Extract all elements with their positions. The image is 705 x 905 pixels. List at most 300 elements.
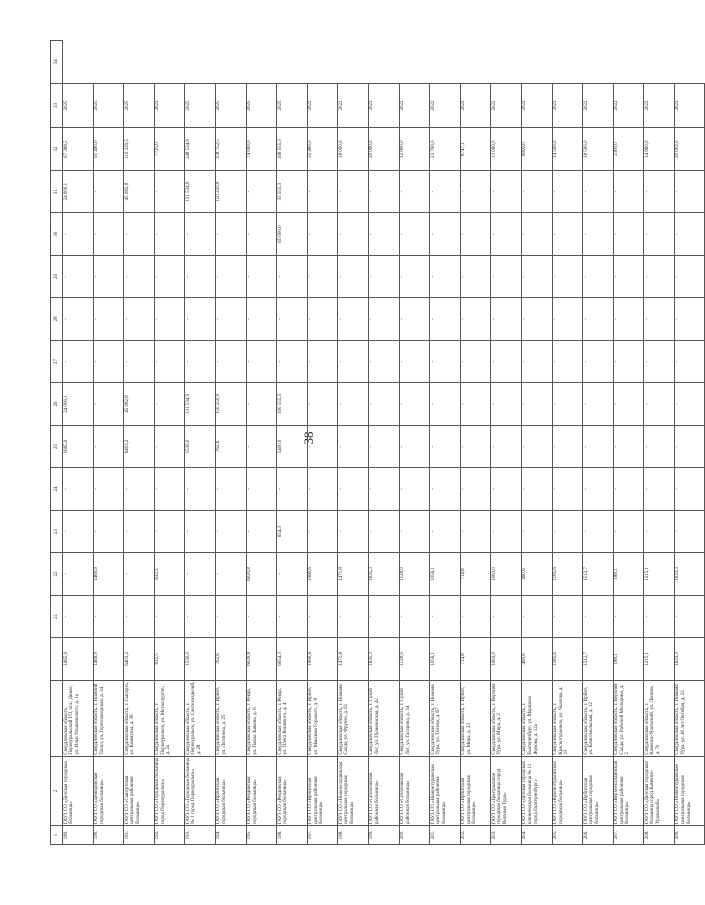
row-number-cell: 209. bbox=[674, 826, 705, 845]
table-row bbox=[399, 41, 430, 845]
value-cell: - bbox=[460, 510, 491, 552]
value-cell: - bbox=[399, 510, 430, 552]
value-cell: 1128,9 bbox=[399, 553, 430, 595]
row-number-cell: 207. bbox=[613, 826, 644, 845]
value-cell: - bbox=[552, 298, 583, 340]
facility-name-cell: ГАУЗ СО «Центральная городская больница город Верхняя Тура» bbox=[491, 756, 522, 825]
value-cell: - bbox=[491, 468, 522, 510]
value-cell: - bbox=[583, 425, 614, 467]
value-cell: - bbox=[93, 255, 124, 297]
value-cell: 14 860,0 bbox=[644, 128, 675, 170]
value-cell: - bbox=[124, 468, 155, 510]
facility-address-cell: Свердловская область, г. Верхняя Тура, ул. Мира, д. 2 bbox=[491, 680, 522, 756]
value-cell: - bbox=[583, 468, 614, 510]
value-cell: - bbox=[63, 298, 94, 340]
value-cell: 714,8 bbox=[460, 553, 491, 595]
value-cell: - bbox=[430, 595, 461, 637]
table-row bbox=[154, 41, 185, 845]
column-header: 29 bbox=[51, 255, 63, 297]
value-cell: - bbox=[521, 595, 552, 637]
value-cell: - bbox=[246, 383, 277, 425]
value-cell: - bbox=[552, 340, 583, 382]
column-header: 1 bbox=[51, 826, 63, 845]
value-cell: - bbox=[521, 510, 552, 552]
value-cell: - bbox=[399, 170, 430, 212]
value-cell: 654,3 bbox=[277, 510, 308, 552]
value-cell: 2300,0 bbox=[613, 128, 644, 170]
column-header: 31 bbox=[51, 170, 63, 212]
row-number-cell: 200. bbox=[399, 826, 430, 845]
value-cell: 2025 bbox=[63, 83, 94, 128]
value-cell: 490,6 bbox=[521, 553, 552, 595]
value-cell: - bbox=[430, 213, 461, 255]
value-cell: - bbox=[399, 340, 430, 382]
value-cell: - bbox=[124, 595, 155, 637]
value-cell: - bbox=[277, 340, 308, 382]
value-cell: - bbox=[185, 340, 216, 382]
facility-address-cell: Свердловская область, г. Первоуральск, ул. Сантехизделий, д. 28 bbox=[185, 680, 216, 756]
facilities-table bbox=[50, 40, 705, 845]
value-cell: - bbox=[277, 255, 308, 297]
value-cell: 2022 bbox=[430, 83, 461, 128]
facility-address-cell: Свердловская область, г. Каменск-Уральский, ул. Ленина, д. 70 bbox=[644, 680, 675, 756]
value-cell: - bbox=[154, 298, 185, 340]
facility-address-cell: Свердловская область, г. Сухой Лог, ул. Гагарина, д. 34 bbox=[399, 680, 430, 756]
value-cell: 2022 bbox=[460, 83, 491, 128]
value-cell: - bbox=[644, 340, 675, 382]
value-cell: - bbox=[63, 468, 94, 510]
value-cell: - bbox=[307, 383, 338, 425]
value-cell: - bbox=[644, 255, 675, 297]
facility-name-cell: ГАУЗ СО «Сысертская центральная районная больница» bbox=[124, 756, 155, 825]
value-cell: - bbox=[521, 255, 552, 297]
value-cell: - bbox=[338, 340, 369, 382]
value-cell: - bbox=[338, 425, 369, 467]
value-cell: - bbox=[644, 170, 675, 212]
value-cell: - bbox=[613, 383, 644, 425]
value-cell: 35 555,3 bbox=[277, 170, 308, 212]
value-cell: - bbox=[154, 170, 185, 212]
value-cell: 1056,1 bbox=[430, 638, 461, 680]
value-cell: - bbox=[674, 255, 705, 297]
value-cell: - bbox=[674, 510, 705, 552]
value-cell: - bbox=[644, 510, 675, 552]
value-cell: - bbox=[491, 425, 522, 467]
value-cell: - bbox=[185, 595, 216, 637]
value-cell: - bbox=[246, 213, 277, 255]
value-cell: 74 000,0 bbox=[246, 128, 277, 170]
value-cell: - bbox=[93, 510, 124, 552]
value-cell: - bbox=[338, 595, 369, 637]
table-row bbox=[613, 41, 644, 845]
value-cell: - bbox=[399, 298, 430, 340]
value-cell: 1185,6 bbox=[552, 553, 583, 595]
value-cell: 168 555,3 bbox=[277, 128, 308, 170]
value-cell: - bbox=[124, 298, 155, 340]
column-header: 30 bbox=[51, 213, 63, 255]
value-cell: - bbox=[215, 255, 246, 297]
value-cell: - bbox=[93, 340, 124, 382]
value-cell: 1960,6 bbox=[307, 553, 338, 595]
value-cell: 20 000,0 bbox=[368, 128, 399, 170]
value-cell: - bbox=[124, 340, 155, 382]
facility-address-cell: Свердловская область, г. Ирбит, ул. Мира, д. 23 bbox=[460, 680, 491, 756]
value-cell: - bbox=[460, 213, 491, 255]
value-cell: 2022 bbox=[521, 83, 552, 128]
value-cell: - bbox=[154, 510, 185, 552]
table-row bbox=[215, 41, 246, 845]
value-cell: 2025 bbox=[93, 83, 124, 128]
value-cell: 632,5 bbox=[154, 638, 185, 680]
value-cell: - bbox=[215, 553, 246, 595]
facility-name-cell: ГАУЗ СО «Верхнесалдинская центральная районная больница» bbox=[613, 756, 644, 825]
value-cell: 2022 bbox=[583, 83, 614, 128]
value-cell: 67 388,5 bbox=[63, 128, 94, 170]
table-row bbox=[674, 41, 705, 845]
row-number-cell: 195. bbox=[246, 826, 277, 845]
value-cell: - bbox=[460, 298, 491, 340]
value-cell: - bbox=[277, 595, 308, 637]
column-header: 2 bbox=[51, 756, 63, 825]
row-number-cell: 196. bbox=[277, 826, 308, 845]
value-cell: - bbox=[124, 213, 155, 255]
value-cell: 13 000,0 bbox=[491, 128, 522, 170]
column-header: 23 bbox=[51, 510, 63, 552]
value-cell: - bbox=[491, 510, 522, 552]
value-cell: 2022 bbox=[338, 83, 369, 128]
value-cell: - bbox=[93, 595, 124, 637]
value-cell: 1215,1 bbox=[644, 638, 675, 680]
value-cell: - bbox=[93, 170, 124, 212]
value-cell: - bbox=[583, 213, 614, 255]
value-cell: - bbox=[644, 425, 675, 467]
table-row bbox=[246, 41, 277, 845]
table-row bbox=[430, 41, 461, 845]
value-cell: 1128,9 bbox=[399, 638, 430, 680]
facility-address-cell: Свердловская область, г. Сухой Лог, ул. Пушкинская, д. 42 bbox=[368, 680, 399, 756]
row-number-cell: 193. bbox=[185, 826, 216, 845]
row-number-cell: 204. bbox=[521, 826, 552, 845]
facility-address-cell: Свердловская область, г. Сысерть, ул. Коммуны, д. 36 bbox=[124, 680, 155, 756]
row-number-cell: 189. bbox=[63, 826, 94, 845]
value-cell: - bbox=[307, 510, 338, 552]
value-cell: - bbox=[307, 213, 338, 255]
value-cell: - bbox=[583, 298, 614, 340]
value-cell: - bbox=[215, 298, 246, 340]
value-cell: - bbox=[93, 425, 124, 467]
value-cell: - bbox=[399, 595, 430, 637]
value-cell: 32 400,0 bbox=[307, 128, 338, 170]
value-cell: - bbox=[399, 255, 430, 297]
value-cell: 5400,0 bbox=[277, 425, 308, 467]
value-cell: - bbox=[185, 213, 216, 255]
value-cell: 762,6 bbox=[215, 425, 246, 467]
value-cell: - bbox=[644, 298, 675, 340]
value-cell: - bbox=[246, 468, 277, 510]
value-cell: - bbox=[552, 383, 583, 425]
value-cell: - bbox=[338, 510, 369, 552]
value-cell: - bbox=[460, 340, 491, 382]
column-header: 28 bbox=[51, 298, 63, 340]
table-row bbox=[277, 41, 308, 845]
value-cell: 188,1 bbox=[613, 553, 644, 595]
value-cell: - bbox=[246, 340, 277, 382]
table-row bbox=[521, 41, 552, 845]
value-cell: - bbox=[552, 510, 583, 552]
value-cell: - bbox=[246, 255, 277, 297]
value-cell: - bbox=[338, 213, 369, 255]
row-number-cell: 199. bbox=[368, 826, 399, 845]
value-cell: - bbox=[307, 340, 338, 382]
value-cell: - bbox=[246, 595, 277, 637]
row-number-cell: 194. bbox=[215, 826, 246, 845]
value-cell: 148 534,9 bbox=[185, 128, 216, 170]
value-cell: 2022 bbox=[399, 83, 430, 128]
row-number-cell: 197. bbox=[307, 826, 338, 845]
value-cell: 1185,6 bbox=[552, 638, 583, 680]
value-cell: - bbox=[552, 468, 583, 510]
value-cell: - bbox=[644, 595, 675, 637]
column-header: 32 bbox=[51, 128, 63, 170]
column-header: 27 bbox=[51, 340, 63, 382]
facility-address-cell: Свердловская область, г. Краснотурьинск, ул. Чкалова, д. 23 bbox=[552, 680, 583, 756]
facility-name-cell: ГАУЗ СО «Ирбитская городская больница» bbox=[215, 756, 246, 825]
value-cell: 14 500,0 bbox=[552, 128, 583, 170]
value-cell: - bbox=[277, 298, 308, 340]
facility-name-cell: ГАУЗ СО «Городская больница № 1 город Первоуральск» bbox=[185, 756, 216, 825]
value-cell: - bbox=[307, 595, 338, 637]
value-cell: - bbox=[583, 383, 614, 425]
value-cell: 1635,3 bbox=[368, 553, 399, 595]
value-cell: 45 082,8 bbox=[124, 383, 155, 425]
facility-address-cell: Свердловская область, г. Верхняя Салда, ул. Рабочей Молодежи, д. 2 bbox=[613, 680, 644, 756]
value-cell: 1215,1 bbox=[644, 553, 675, 595]
value-cell: 1530,0 bbox=[185, 425, 216, 467]
value-cell: - bbox=[154, 340, 185, 382]
value-cell: - bbox=[552, 425, 583, 467]
value-cell: - bbox=[368, 298, 399, 340]
facility-address-cell: Свердловская область, г. Нижний Тагил, ул. Горнозаводская, д. 34 bbox=[93, 680, 124, 756]
value-cell: - bbox=[154, 595, 185, 637]
value-cell: 2025 bbox=[246, 83, 277, 128]
value-cell: - bbox=[154, 468, 185, 510]
value-cell: - bbox=[430, 255, 461, 297]
value-cell: - bbox=[277, 468, 308, 510]
facility-address-cell: Свердловская область, г. Ирбит, ул. Максима Горького, д. 8 bbox=[307, 680, 338, 756]
value-cell: 2022 bbox=[307, 83, 338, 128]
row-number-cell: 202. bbox=[460, 826, 491, 845]
value-cell: - bbox=[63, 510, 94, 552]
value-cell: - bbox=[521, 213, 552, 255]
value-cell: 91 490,0 bbox=[93, 128, 124, 170]
value-cell: - bbox=[307, 298, 338, 340]
value-cell: - bbox=[154, 383, 185, 425]
value-cell: - bbox=[460, 383, 491, 425]
value-cell: - bbox=[124, 510, 155, 552]
value-cell: - bbox=[552, 595, 583, 637]
facility-name-cell: ГАУЗ СО «Ирбитская центральная районная больница» bbox=[307, 756, 338, 825]
value-cell: - bbox=[399, 383, 430, 425]
value-cell: - bbox=[613, 298, 644, 340]
column-header: 33 bbox=[51, 83, 63, 128]
value-cell: - bbox=[368, 595, 399, 637]
row-number-cell: 191. bbox=[124, 826, 155, 845]
table-row bbox=[307, 41, 338, 845]
value-cell: 2022 bbox=[613, 83, 644, 128]
value-cell: - bbox=[399, 425, 430, 467]
value-cell: 158 752,5 bbox=[215, 128, 246, 170]
value-cell: 24 000,1 bbox=[63, 170, 94, 212]
table-row bbox=[644, 41, 675, 845]
value-cell: 2025 bbox=[277, 83, 308, 128]
table-row bbox=[63, 41, 94, 845]
value-cell: 24 000,1 bbox=[63, 383, 94, 425]
value-cell: - bbox=[583, 340, 614, 382]
row-number-cell: 208. bbox=[644, 826, 675, 845]
value-cell: - bbox=[63, 213, 94, 255]
value-cell: - bbox=[368, 255, 399, 297]
value-cell: 18 500,0 bbox=[583, 128, 614, 170]
value-cell: - bbox=[215, 213, 246, 255]
value-cell: - bbox=[613, 213, 644, 255]
facility-name-cell: ГАУЗ СО «Нижнетуринская центральная городская больница» bbox=[674, 756, 705, 825]
value-cell: 1063,0 bbox=[491, 553, 522, 595]
column-header bbox=[51, 638, 63, 680]
value-cell: - bbox=[583, 255, 614, 297]
value-cell: - bbox=[674, 170, 705, 212]
value-cell: - bbox=[93, 383, 124, 425]
value-cell: - bbox=[674, 383, 705, 425]
value-cell: - bbox=[185, 298, 216, 340]
value-cell: - bbox=[552, 170, 583, 212]
value-cell: - bbox=[613, 510, 644, 552]
column-header: 22 bbox=[51, 553, 63, 595]
value-cell: - bbox=[613, 595, 644, 637]
value-cell: - bbox=[430, 468, 461, 510]
value-cell: - bbox=[185, 255, 216, 297]
table-row bbox=[368, 41, 399, 845]
row-number-cell: 190. bbox=[93, 826, 124, 845]
value-cell: - bbox=[368, 510, 399, 552]
value-cell: - bbox=[246, 425, 277, 467]
value-cell: - bbox=[430, 298, 461, 340]
value-cell: 762,6 bbox=[215, 638, 246, 680]
value-cell: - bbox=[521, 425, 552, 467]
value-cell: 2025 bbox=[124, 83, 155, 128]
value-cell: - bbox=[93, 298, 124, 340]
value-cell: - bbox=[215, 595, 246, 637]
value-cell: - bbox=[521, 383, 552, 425]
value-cell: - bbox=[460, 468, 491, 510]
value-cell: - bbox=[521, 468, 552, 510]
value-cell: 131 534,9 bbox=[185, 383, 216, 425]
value-cell: 2022 bbox=[674, 83, 705, 128]
facility-name-cell: ГАУЗ СО «Детская городская клиническая больница № 11 город Екатеринбург» bbox=[521, 756, 552, 825]
value-cell: - bbox=[644, 468, 675, 510]
facility-name-cell: ГАУЗ СО «Нижнесалдинская центральная городская больница» bbox=[338, 756, 369, 825]
value-cell: 1635,3 bbox=[368, 638, 399, 680]
value-cell: - bbox=[460, 595, 491, 637]
column-header: 25 bbox=[51, 425, 63, 467]
value-cell: 1512,7 bbox=[583, 638, 614, 680]
value-cell: - bbox=[521, 340, 552, 382]
value-cell: - bbox=[368, 170, 399, 212]
column-header: 34 bbox=[51, 41, 63, 84]
value-cell: - bbox=[93, 468, 124, 510]
facility-name-cell: ГАУЗ СО «Детская городская больница» bbox=[63, 756, 94, 825]
facility-address-cell: Свердловская область, Первоуральский ГО, пос. Динас, ул. Ильи Ульяновского, д. 1а bbox=[63, 680, 94, 756]
value-cell: 2025 bbox=[185, 83, 216, 128]
value-cell: - bbox=[430, 340, 461, 382]
value-cell: - bbox=[613, 255, 644, 297]
facility-address-cell: Свердловская область, г. Нижняя Тура, ул. Титова, д. 67 bbox=[430, 680, 461, 756]
value-cell: - bbox=[430, 170, 461, 212]
value-cell: 6054,3 bbox=[277, 638, 308, 680]
value-cell: 100 555,3 bbox=[277, 383, 308, 425]
page-number: 38 bbox=[301, 431, 316, 445]
value-cell: - bbox=[491, 170, 522, 212]
value-cell: - bbox=[368, 213, 399, 255]
value-cell: 1471,8 bbox=[338, 638, 369, 680]
row-number-cell: 203. bbox=[491, 826, 522, 845]
value-cell: - bbox=[63, 595, 94, 637]
table-row bbox=[93, 41, 124, 845]
table-row bbox=[338, 41, 369, 845]
value-cell: 714,8 bbox=[460, 638, 491, 680]
value-cell: - bbox=[368, 340, 399, 382]
value-cell: - bbox=[63, 255, 94, 297]
value-cell: 1530,0 bbox=[185, 638, 216, 680]
value-cell: - bbox=[430, 425, 461, 467]
value-cell: 6403,2 bbox=[124, 425, 155, 467]
value-cell: - bbox=[154, 425, 185, 467]
value-cell: 2022 bbox=[552, 83, 583, 128]
table-row bbox=[552, 41, 583, 845]
value-cell: - bbox=[430, 383, 461, 425]
value-cell: - bbox=[399, 468, 430, 510]
value-cell: 8747,1 bbox=[460, 128, 491, 170]
column-header bbox=[51, 680, 63, 756]
value-cell: 1056,1 bbox=[430, 553, 461, 595]
value-cell: - bbox=[93, 213, 124, 255]
value-cell: - bbox=[491, 213, 522, 255]
value-cell: - bbox=[644, 383, 675, 425]
value-cell: - bbox=[491, 298, 522, 340]
value-cell: - bbox=[63, 553, 94, 595]
value-cell: 45 082,8 bbox=[124, 170, 155, 212]
facility-address-cell: Свердловская область, г. Ирбит, ул. Логинова, д. 25 bbox=[215, 680, 246, 756]
value-cell: 7735,0 bbox=[154, 128, 185, 170]
facility-address-cell: Свердловская область, г. Ревда, ул. Павла Зыкина, д. 6 bbox=[246, 680, 277, 756]
value-cell: - bbox=[674, 340, 705, 382]
value-cell: - bbox=[491, 340, 522, 382]
value-cell: 1665,9 bbox=[63, 425, 94, 467]
value-cell: - bbox=[124, 553, 155, 595]
value-cell: - bbox=[246, 298, 277, 340]
column-header: 26 bbox=[51, 383, 63, 425]
value-cell: - bbox=[674, 213, 705, 255]
value-cell: - bbox=[338, 170, 369, 212]
value-cell: - bbox=[552, 255, 583, 297]
value-cell: 131 534,9 bbox=[185, 170, 216, 212]
value-cell: - bbox=[521, 298, 552, 340]
value-cell: - bbox=[460, 170, 491, 212]
value-cell: - bbox=[215, 340, 246, 382]
value-cell: 1063,0 bbox=[491, 638, 522, 680]
facility-address-cell: Свердловская область, г. Ревда, ул. Олега Кошевого, д. 4 bbox=[277, 680, 308, 756]
value-cell: 2022 bbox=[491, 83, 522, 128]
value-cell: - bbox=[338, 383, 369, 425]
